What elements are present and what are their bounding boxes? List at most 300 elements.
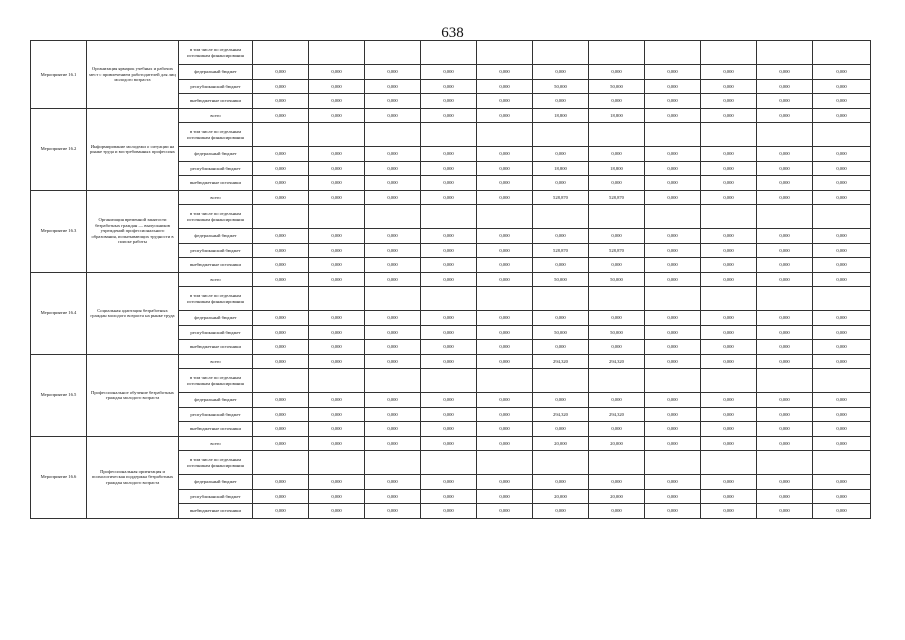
amount-cell [533,205,589,229]
funding-source: в том числе по отдельным источникам финансирования [179,41,253,65]
amount-cell [701,41,757,65]
amount-cell: 0,000 [533,475,589,490]
amount-cell: 0,000 [477,65,533,80]
amount-cell: 0,000 [589,340,645,355]
amount-cell: 0,000 [701,176,757,191]
amount-cell: 0,000 [253,190,309,205]
amount-cell: 50,000 [589,272,645,287]
amount-cell: 0,000 [757,475,813,490]
funding-source: республиканский бюджет [179,489,253,504]
amount-cell [365,205,421,229]
amount-cell: 0,000 [253,325,309,340]
funding-source: в том числе по отдельным источникам финансирования [179,369,253,393]
amount-cell: 0,000 [589,422,645,437]
amount-cell: 0,000 [757,65,813,80]
amount-cell: 0,000 [813,176,871,191]
amount-cell [421,287,477,311]
amount-cell: 0,000 [533,504,589,519]
amount-cell: 0,000 [813,354,871,369]
amount-cell: 0,000 [477,504,533,519]
amount-cell: 0,000 [645,325,701,340]
amount-cell: 50,000 [533,325,589,340]
amount-cell: 0,000 [533,311,589,326]
amount-cell: 0,000 [589,311,645,326]
amount-cell: 0,000 [365,258,421,273]
amount-cell: 528,870 [533,243,589,258]
amount-cell: 0,000 [421,94,477,109]
funding-source: всего [179,108,253,123]
amount-cell: 294,320 [533,407,589,422]
amount-cell: 0,000 [645,65,701,80]
amount-cell: 0,000 [421,311,477,326]
amount-cell: 0,000 [253,161,309,176]
amount-cell: 0,000 [813,436,871,451]
amount-cell: 0,000 [365,243,421,258]
amount-cell [757,205,813,229]
amount-cell: 0,000 [253,79,309,94]
funding-source: республиканский бюджет [179,243,253,258]
amount-cell [589,41,645,65]
amount-cell: 0,000 [757,79,813,94]
amount-cell: 0,000 [309,340,365,355]
amount-cell: 0,000 [813,489,871,504]
amount-cell: 0,000 [309,190,365,205]
amount-cell: 0,000 [477,94,533,109]
amount-cell: 0,000 [813,311,871,326]
amount-cell: 18,800 [533,108,589,123]
table-row [31,41,871,65]
amount-cell [701,451,757,475]
amount-cell: 50,000 [533,79,589,94]
amount-cell: 0,000 [813,258,871,273]
amount-cell: 0,000 [645,176,701,191]
amount-cell: 0,000 [365,161,421,176]
amount-cell [421,205,477,229]
funding-source: республиканский бюджет [179,79,253,94]
amount-cell: 0,000 [477,79,533,94]
amount-cell [421,41,477,65]
amount-cell: 0,000 [533,229,589,244]
amount-cell: 0,000 [757,94,813,109]
amount-cell: 0,000 [421,407,477,422]
amount-cell [253,369,309,393]
amount-cell: 0,000 [477,229,533,244]
amount-cell: 0,000 [757,340,813,355]
amount-cell: 0,000 [253,229,309,244]
table-row [31,272,871,287]
amount-cell: 0,000 [365,311,421,326]
amount-cell: 0,000 [421,108,477,123]
amount-cell: 0,000 [701,79,757,94]
amount-cell: 0,000 [701,108,757,123]
amount-cell [253,451,309,475]
amount-cell [757,287,813,311]
amount-cell: 0,000 [701,272,757,287]
amount-cell: 20,000 [533,436,589,451]
amount-cell [533,451,589,475]
event-name: Профессиональная ориентация и психологическая поддержка безработных граждан молодого возраста [87,436,179,518]
amount-cell: 0,000 [757,407,813,422]
amount-cell: 0,000 [645,436,701,451]
amount-cell: 0,000 [701,407,757,422]
amount-cell [701,123,757,147]
amount-cell [813,451,871,475]
amount-cell: 0,000 [813,108,871,123]
amount-cell: 0,000 [645,354,701,369]
amount-cell [309,451,365,475]
amount-cell: 0,000 [757,161,813,176]
event-code: Мероприятие 16.3 [31,190,87,272]
amount-cell: 0,000 [533,393,589,408]
amount-cell: 0,000 [757,108,813,123]
amount-cell: 0,000 [813,325,871,340]
amount-cell: 0,000 [757,489,813,504]
amount-cell: 0,000 [421,161,477,176]
amount-cell: 0,000 [421,422,477,437]
amount-cell [533,369,589,393]
amount-cell: 0,000 [309,161,365,176]
funding-source: в том числе по отдельным источникам финансирования [179,205,253,229]
amount-cell: 0,000 [813,79,871,94]
amount-cell [645,205,701,229]
amount-cell [477,41,533,65]
amount-cell: 0,000 [645,311,701,326]
amount-cell: 0,000 [309,272,365,287]
amount-cell: 0,000 [757,229,813,244]
event-code: Мероприятие 16.4 [31,272,87,354]
amount-cell: 294,320 [589,407,645,422]
amount-cell: 0,000 [701,243,757,258]
amount-cell: 0,000 [813,190,871,205]
amount-cell [253,205,309,229]
amount-cell: 0,000 [757,176,813,191]
amount-cell [813,41,871,65]
amount-cell: 0,000 [645,475,701,490]
amount-cell [589,369,645,393]
amount-cell: 0,000 [477,311,533,326]
amount-cell: 0,000 [421,393,477,408]
funding-source: внебюджетные источники [179,504,253,519]
amount-cell: 0,000 [757,354,813,369]
amount-cell: 0,000 [645,190,701,205]
amount-cell: 0,000 [645,229,701,244]
amount-cell: 0,000 [701,190,757,205]
amount-cell: 0,000 [757,311,813,326]
amount-cell: 0,000 [589,94,645,109]
funding-source: в том числе по отдельным источникам финансирования [179,451,253,475]
amount-cell [309,369,365,393]
amount-cell: 0,000 [253,147,309,162]
amount-cell: 0,000 [589,393,645,408]
amount-cell: 0,000 [309,311,365,326]
amount-cell: 20,000 [533,489,589,504]
amount-cell: 0,000 [309,147,365,162]
amount-cell: 0,000 [309,79,365,94]
amount-cell: 0,000 [253,243,309,258]
amount-cell [309,287,365,311]
amount-cell: 0,000 [309,422,365,437]
amount-cell: 0,000 [645,161,701,176]
amount-cell [757,451,813,475]
amount-cell: 20,000 [589,489,645,504]
amount-cell: 0,000 [701,340,757,355]
amount-cell: 0,000 [813,161,871,176]
funding-source: республиканский бюджет [179,325,253,340]
amount-cell: 0,000 [813,504,871,519]
amount-cell [365,287,421,311]
amount-cell: 0,000 [365,65,421,80]
amount-cell: 0,000 [477,407,533,422]
amount-cell [477,205,533,229]
amount-cell [253,123,309,147]
amount-cell: 18,800 [589,108,645,123]
amount-cell: 0,000 [757,436,813,451]
funding-source: всего [179,272,253,287]
amount-cell [701,369,757,393]
amount-cell [477,287,533,311]
amount-cell: 0,000 [421,354,477,369]
funding-source: внебюджетные источники [179,258,253,273]
amount-cell: 0,000 [813,422,871,437]
funding-source: федеральный бюджет [179,147,253,162]
amount-cell [757,123,813,147]
amount-cell: 0,000 [757,190,813,205]
amount-cell: 0,000 [645,489,701,504]
amount-cell: 0,000 [253,393,309,408]
amount-cell: 0,000 [421,243,477,258]
amount-cell: 0,000 [589,65,645,80]
amount-cell: 0,000 [253,108,309,123]
amount-cell: 0,000 [253,94,309,109]
amount-cell: 18,800 [589,161,645,176]
amount-cell [813,287,871,311]
amount-cell: 0,000 [589,229,645,244]
funding-source: федеральный бюджет [179,475,253,490]
amount-cell [589,287,645,311]
amount-cell: 0,000 [309,243,365,258]
amount-cell: 0,000 [533,147,589,162]
amount-cell: 0,000 [421,79,477,94]
amount-cell: 0,000 [253,258,309,273]
amount-cell: 0,000 [701,475,757,490]
amount-cell: 0,000 [589,176,645,191]
amount-cell: 0,000 [421,489,477,504]
amount-cell [701,287,757,311]
amount-cell: 0,000 [589,147,645,162]
amount-cell: 0,000 [421,504,477,519]
amount-cell: 0,000 [645,79,701,94]
amount-cell: 0,000 [477,475,533,490]
amount-cell: 50,000 [589,79,645,94]
amount-cell: 0,000 [365,422,421,437]
funding-source: республиканский бюджет [179,161,253,176]
funding-source: в том числе по отдельным источникам финансирования [179,123,253,147]
amount-cell: 0,000 [421,65,477,80]
amount-cell: 0,000 [813,147,871,162]
amount-cell: 0,000 [477,436,533,451]
amount-cell [365,369,421,393]
amount-cell: 528,870 [589,190,645,205]
amount-cell: 0,000 [309,407,365,422]
amount-cell: 0,000 [477,190,533,205]
amount-cell: 0,000 [701,161,757,176]
amount-cell [533,123,589,147]
amount-cell: 0,000 [477,354,533,369]
amount-cell [477,369,533,393]
amount-cell: 0,000 [813,229,871,244]
amount-cell: 0,000 [309,108,365,123]
funding-source: внебюджетные источники [179,422,253,437]
amount-cell: 0,000 [365,340,421,355]
amount-cell: 0,000 [365,407,421,422]
amount-cell: 0,000 [701,436,757,451]
amount-cell: 0,000 [253,489,309,504]
amount-cell: 0,000 [477,258,533,273]
amount-cell: 18,800 [533,161,589,176]
amount-cell: 0,000 [701,311,757,326]
amount-cell: 0,000 [365,190,421,205]
amount-cell: 0,000 [813,94,871,109]
amount-cell: 0,000 [701,94,757,109]
funding-source: всего [179,190,253,205]
amount-cell: 0,000 [253,65,309,80]
amount-cell: 0,000 [309,258,365,273]
amount-cell: 0,000 [477,272,533,287]
amount-cell: 0,000 [645,422,701,437]
amount-cell [589,451,645,475]
amount-cell: 0,000 [365,108,421,123]
amount-cell [645,451,701,475]
amount-cell: 0,000 [253,176,309,191]
amount-cell: 0,000 [365,475,421,490]
amount-cell: 0,000 [253,311,309,326]
funding-source: в том числе по отдельным источникам финансирования [179,287,253,311]
amount-cell: 0,000 [421,436,477,451]
amount-cell: 0,000 [645,407,701,422]
event-name: Информирование молодежи о ситуации на рынке труда и востребованных профессиях [87,108,179,190]
table-row [31,436,871,451]
amount-cell [477,123,533,147]
amount-cell: 0,000 [365,94,421,109]
table-row [31,108,871,123]
amount-cell: 50,000 [589,325,645,340]
amount-cell [421,451,477,475]
amount-cell: 0,000 [477,108,533,123]
amount-cell [421,123,477,147]
amount-cell: 0,000 [645,258,701,273]
amount-cell: 0,000 [421,272,477,287]
amount-cell: 0,000 [589,258,645,273]
amount-cell: 0,000 [477,147,533,162]
amount-cell [645,41,701,65]
amount-cell: 0,000 [309,489,365,504]
amount-cell: 0,000 [477,393,533,408]
amount-cell [309,205,365,229]
amount-cell [253,41,309,65]
amount-cell [365,451,421,475]
amount-cell [813,123,871,147]
amount-cell: 0,000 [253,504,309,519]
amount-cell: 0,000 [309,393,365,408]
amount-cell: 0,000 [309,475,365,490]
amount-cell: 0,000 [701,489,757,504]
amount-cell: 0,000 [309,436,365,451]
amount-cell: 294,320 [533,354,589,369]
amount-cell: 0,000 [421,258,477,273]
amount-cell: 0,000 [421,229,477,244]
amount-cell: 0,000 [813,243,871,258]
amount-cell: 0,000 [253,475,309,490]
amount-cell: 0,000 [701,258,757,273]
amount-cell: 0,000 [757,147,813,162]
amount-cell: 0,000 [757,393,813,408]
amount-cell: 0,000 [701,354,757,369]
amount-cell: 0,000 [365,504,421,519]
funding-source: федеральный бюджет [179,65,253,80]
amount-cell: 0,000 [365,393,421,408]
amount-cell: 0,000 [645,393,701,408]
amount-cell: 0,000 [365,79,421,94]
event-name: Организация временной занятости безработных граждан — выпускников учреждений профессионального образования, испытывающих трудности в поиске работы [87,190,179,272]
amount-cell [813,205,871,229]
amount-cell: 0,000 [253,436,309,451]
amount-cell: 0,000 [309,65,365,80]
amount-cell: 0,000 [813,407,871,422]
amount-cell: 0,000 [533,65,589,80]
amount-cell: 0,000 [757,272,813,287]
amount-cell: 0,000 [701,325,757,340]
amount-cell: 0,000 [365,354,421,369]
event-code: Мероприятие 16.2 [31,108,87,190]
amount-cell [421,369,477,393]
amount-cell: 0,000 [309,354,365,369]
amount-cell: 0,000 [757,325,813,340]
funding-source: внебюджетные источники [179,176,253,191]
amount-cell: 0,000 [253,407,309,422]
amount-cell: 0,000 [421,147,477,162]
page-number: 638 [441,25,464,41]
amount-cell: 0,000 [813,272,871,287]
event-name: Профессиональное обучение безработных граждан молодого возраста [87,354,179,436]
event-name: Организация ярмарок учебных и рабочих мест с привлечением работодателей для лиц молодого возраста [87,41,179,109]
amount-cell: 0,000 [645,243,701,258]
funding-source: федеральный бюджет [179,229,253,244]
amount-cell [589,205,645,229]
amount-cell: 0,000 [309,325,365,340]
amount-cell: 0,000 [589,475,645,490]
amount-cell [813,369,871,393]
amount-cell: 0,000 [477,161,533,176]
amount-cell: 0,000 [253,422,309,437]
amount-cell: 0,000 [701,229,757,244]
amount-cell: 0,000 [757,504,813,519]
amount-cell: 0,000 [645,272,701,287]
funding-source: всего [179,436,253,451]
amount-cell [253,287,309,311]
amount-cell: 0,000 [645,108,701,123]
event-name: Социальная адаптация безработных граждан молодого возраста на рынке труда [87,272,179,354]
amount-cell: 0,000 [477,176,533,191]
amount-cell: 0,000 [477,325,533,340]
funding-source: федеральный бюджет [179,311,253,326]
amount-cell: 0,000 [813,393,871,408]
amount-cell: 0,000 [309,94,365,109]
amount-cell [757,41,813,65]
amount-cell [533,287,589,311]
amount-cell: 0,000 [421,190,477,205]
amount-cell: 0,000 [813,475,871,490]
amount-cell: 0,000 [533,176,589,191]
